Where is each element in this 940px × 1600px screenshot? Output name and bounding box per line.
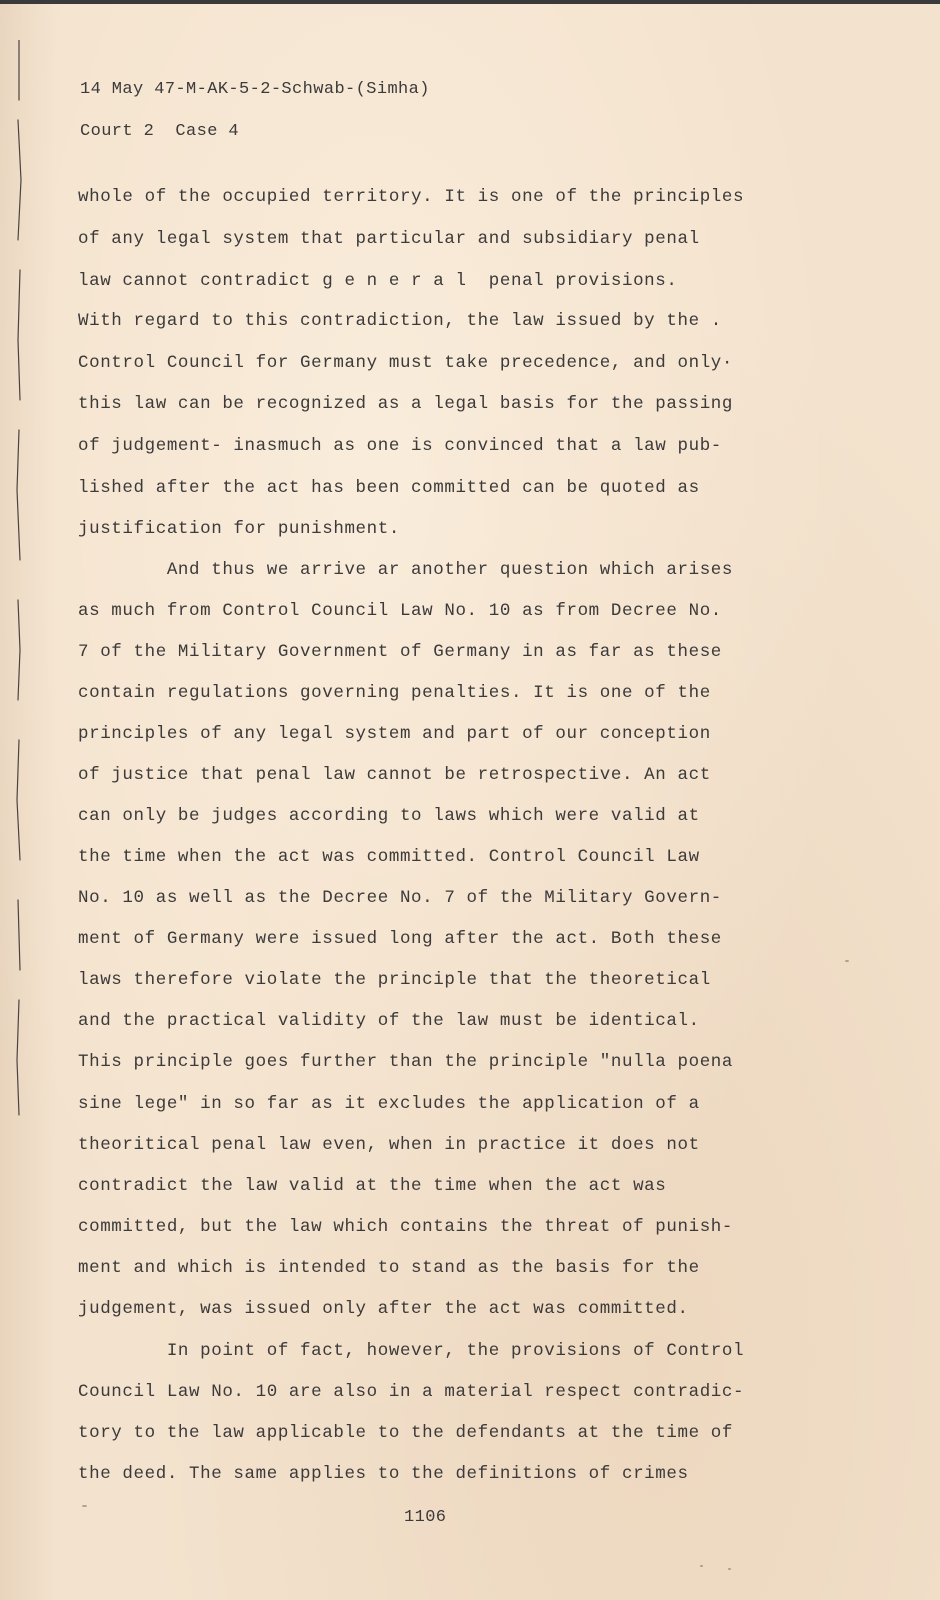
body-line: as much from Control Council Law No. 10 as from Decree No. (78, 601, 722, 621)
court-case: Court 2 Case 4 (80, 122, 240, 141)
body-line: 7 of the Military Government of Germany in as far as these (78, 642, 722, 662)
body-line: contradict the law valid at the time when the act was (78, 1176, 667, 1196)
body-line: sine lege" in so far as it excludes the application of a (78, 1094, 700, 1114)
body-line: ment and which is intended to stand as the basis for the (78, 1258, 700, 1278)
page-number: 1106 (404, 1508, 447, 1527)
body-line: judgement, was issued only after the act was committed. (78, 1299, 689, 1319)
body-line: lished after the act has been committed can be quoted as (78, 478, 700, 498)
paper-speck (82, 1505, 87, 1507)
body-line: ment of Germany were issued long after the act. Both these (78, 929, 722, 949)
body-line: and the practical validity of the law must be identical. (78, 1011, 700, 1031)
document-reference: 14 May 47-M-AK-5-2-Schwab-(Simha) (80, 80, 430, 99)
body-line: law cannot contradict g e n e r a l penal provisions. (78, 271, 678, 291)
body-line: laws therefore violate the principle that the theoretical (78, 970, 711, 990)
body-line: No. 10 as well as the Decree No. 7 of the Military Govern- (78, 888, 722, 908)
body-line: justification for punishment. (78, 519, 400, 539)
body-line: In point of fact, however, the provisions of Control (78, 1341, 745, 1361)
body-line: theoritical penal law even, when in practice it does not (78, 1135, 700, 1155)
paper-speck (700, 1565, 703, 1567)
body-line: can only be judges according to laws which were valid at (78, 806, 700, 826)
body-line: With regard to this contradiction, the law issued by the . (78, 311, 722, 331)
paper-speck (845, 960, 849, 962)
top-edge-shadow (0, 0, 940, 4)
body-line: this law can be recognized as a legal basis for the passing (78, 394, 734, 414)
body-line: committed, but the law which contains the threat of punish- (78, 1217, 734, 1237)
body-line: Control Council for Germany must take precedence, and only· (78, 353, 734, 373)
body-line: of judgement- inasmuch as one is convinced that a law pub- (78, 436, 722, 456)
paper-speck (728, 1568, 731, 1570)
body-line: of justice that penal law cannot be retrospective. An act (78, 765, 711, 785)
body-line: contain regulations governing penalties. It is one of the (78, 683, 711, 703)
body-line: of any legal system that particular and subsidiary penal (78, 229, 700, 249)
body-line: principles of any legal system and part of our conception (78, 724, 711, 744)
binding-edge-marks (15, 40, 25, 1120)
body-line: And thus we arrive ar another question which arises (78, 560, 734, 580)
body-line: Council Law No. 10 are also in a material respect contradic- (78, 1382, 745, 1402)
body-line: the deed. The same applies to the definitions of crimes (78, 1464, 689, 1484)
body-line: tory to the law applicable to the defendants at the time of (78, 1423, 734, 1443)
body-line: whole of the occupied territory. It is one of the principles (78, 187, 745, 207)
body-line: the time when the act was committed. Control Council Law (78, 847, 700, 867)
body-line: This principle goes further than the principle "nulla poena (78, 1052, 734, 1072)
